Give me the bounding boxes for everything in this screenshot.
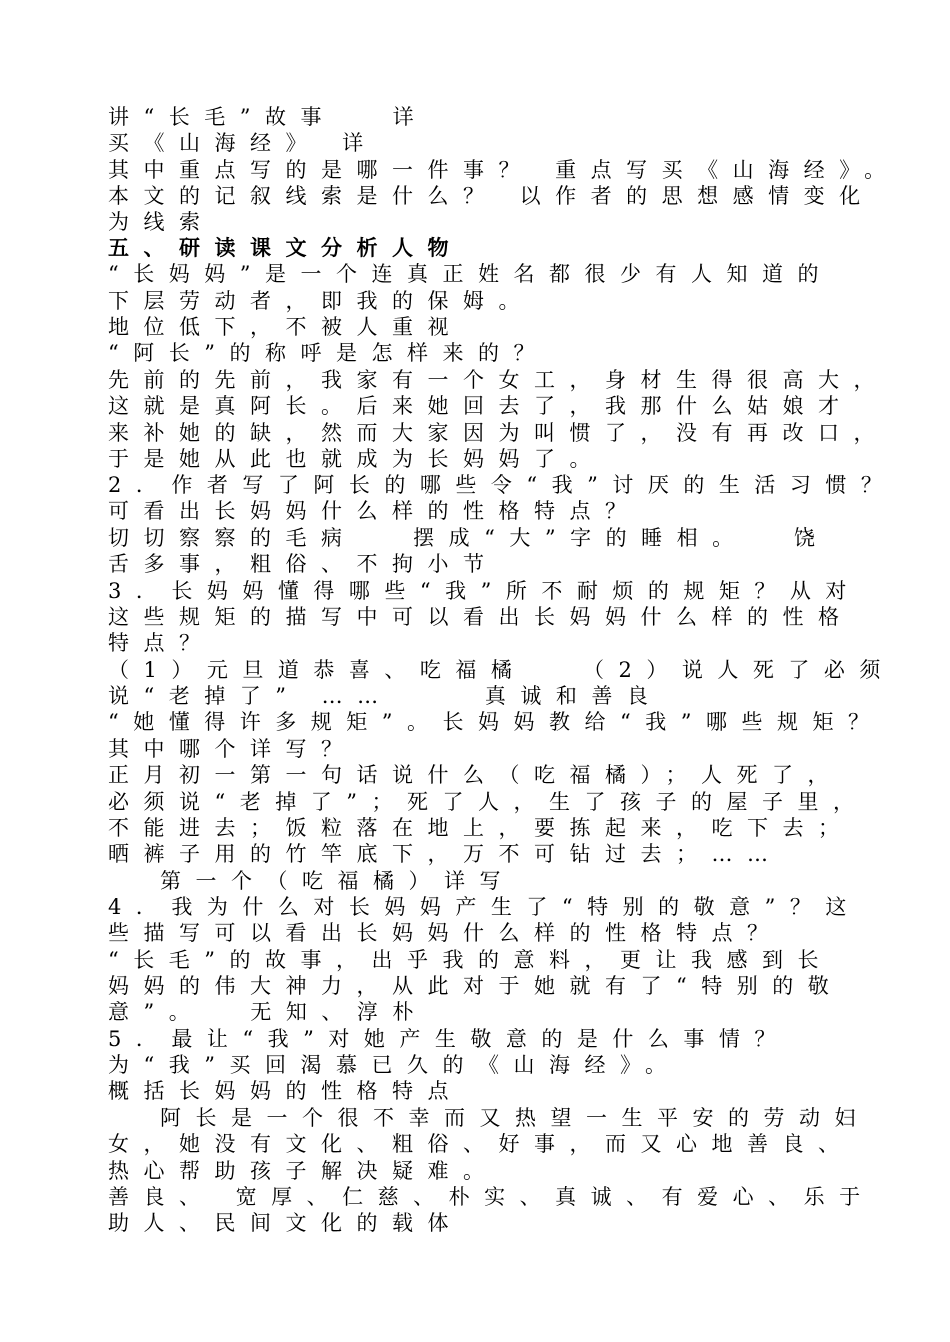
text-line: 5．最让“我”对她产生敬意的是什么事情？ — [108, 1027, 790, 1051]
text-line: 正月初一第一句话说什么（吃福橘）；人死了， — [108, 763, 843, 787]
section-heading: 五、研读课文分析人物 — [108, 235, 463, 260]
text-line: 特点？ — [108, 631, 215, 655]
text-line: 本文的记叙线索是什么？ 以作者的思想感情变化 — [108, 184, 875, 208]
text-line: 买《山海经》 详 — [108, 131, 378, 155]
text-line: 热心帮助孩子解决疑难。 — [108, 1159, 499, 1183]
text-line: 第一个（吃福橘）详写 — [160, 869, 515, 893]
text-line: 舌多事，粗俗、不拘小节 — [108, 552, 499, 576]
text-line: “她懂得许多规矩”。长妈妈教给“我”哪些规矩？ — [108, 710, 884, 734]
text-line: 助人、民间文化的载体 — [108, 1211, 463, 1235]
text-line: 这些规矩的描写中可以看出长妈妈什么样的性格 — [108, 605, 854, 629]
text-line: 切切察察的毛病 摆成“大”字的睡相。 饶 — [108, 526, 830, 550]
text-line: 2．作者写了阿长的哪些令“我”讨厌的生活习惯？ — [108, 473, 897, 497]
text-line: 来补她的缺，然而大家因为叫惯了，没有再改口， — [108, 421, 889, 445]
text-line: 地位低下，不被人重视 — [108, 315, 463, 339]
text-line: 于是她从此也就成为长妈妈了。 — [108, 447, 605, 471]
text-line: 讲“长毛”故事 详 — [108, 105, 429, 129]
text-line: 说“老掉了” …… 真诚和善良 — [108, 684, 663, 708]
text-line: （1）元旦道恭喜、吃福橘 （2）说人死了必须 — [108, 658, 895, 682]
text-line: 为“我”买回渴慕已久的《山海经》。 — [108, 1053, 681, 1077]
text-line: 意”。 无知、淳朴 — [108, 1000, 428, 1024]
text-line: “长妈妈”是一个连真正姓名都很少有人知道的 — [108, 262, 833, 286]
text-line: 其中重点写的是哪一件事？ 重点写买《山海经》。 — [108, 158, 900, 182]
text-line: 阿长是一个很不幸而又热望一生平安的劳动妇 — [160, 1106, 870, 1130]
text-line: 这就是真阿长。后来她回去了，我那什么姑娘才 — [108, 394, 854, 418]
text-line: 概括长妈妈的性格特点 — [108, 1079, 463, 1103]
text-line: 些描写可以看出长妈妈什么样的性格特点？ — [108, 921, 783, 945]
text-line: “长毛”的故事，出乎我的意料，更让我感到长 — [108, 948, 833, 972]
text-line: 下层劳动者，即我的保姆。 — [108, 289, 534, 313]
text-line: 女，她没有文化、粗俗、好事，而又心地善良、 — [108, 1132, 854, 1156]
text-line: 其中哪个详写？ — [108, 737, 357, 761]
text-line: 为线索 — [108, 210, 215, 234]
text-line: “阿长”的称呼是怎样来的？ — [108, 341, 549, 365]
text-line: 4．我为什么对长妈妈产生了“特别的敬意”？这 — [108, 895, 861, 919]
text-line: 不能进去；饭粒落在地上，要拣起来，吃下去； — [108, 816, 854, 840]
text-line: 3．长妈妈懂得哪些“我”所不耐烦的规矩？从对 — [108, 579, 861, 603]
text-line: 晒裤子用的竹竿底下，万不可钻过去；…… — [108, 842, 783, 866]
text-line: 可看出长妈妈什么样的性格特点？ — [108, 499, 641, 523]
text-line: 先前的先前，我家有一个女工，身材生得很高大， — [108, 368, 889, 392]
text-line: 善良、 宽厚、仁慈、朴实、真诚、有爱心、乐于 — [108, 1185, 875, 1209]
text-line: 必须说“老掉了”；死了人，生了孩子的屋子里， — [108, 790, 869, 814]
text-line: 妈妈的伟大神力，从此对于她就有了“特别的敬 — [108, 974, 844, 998]
